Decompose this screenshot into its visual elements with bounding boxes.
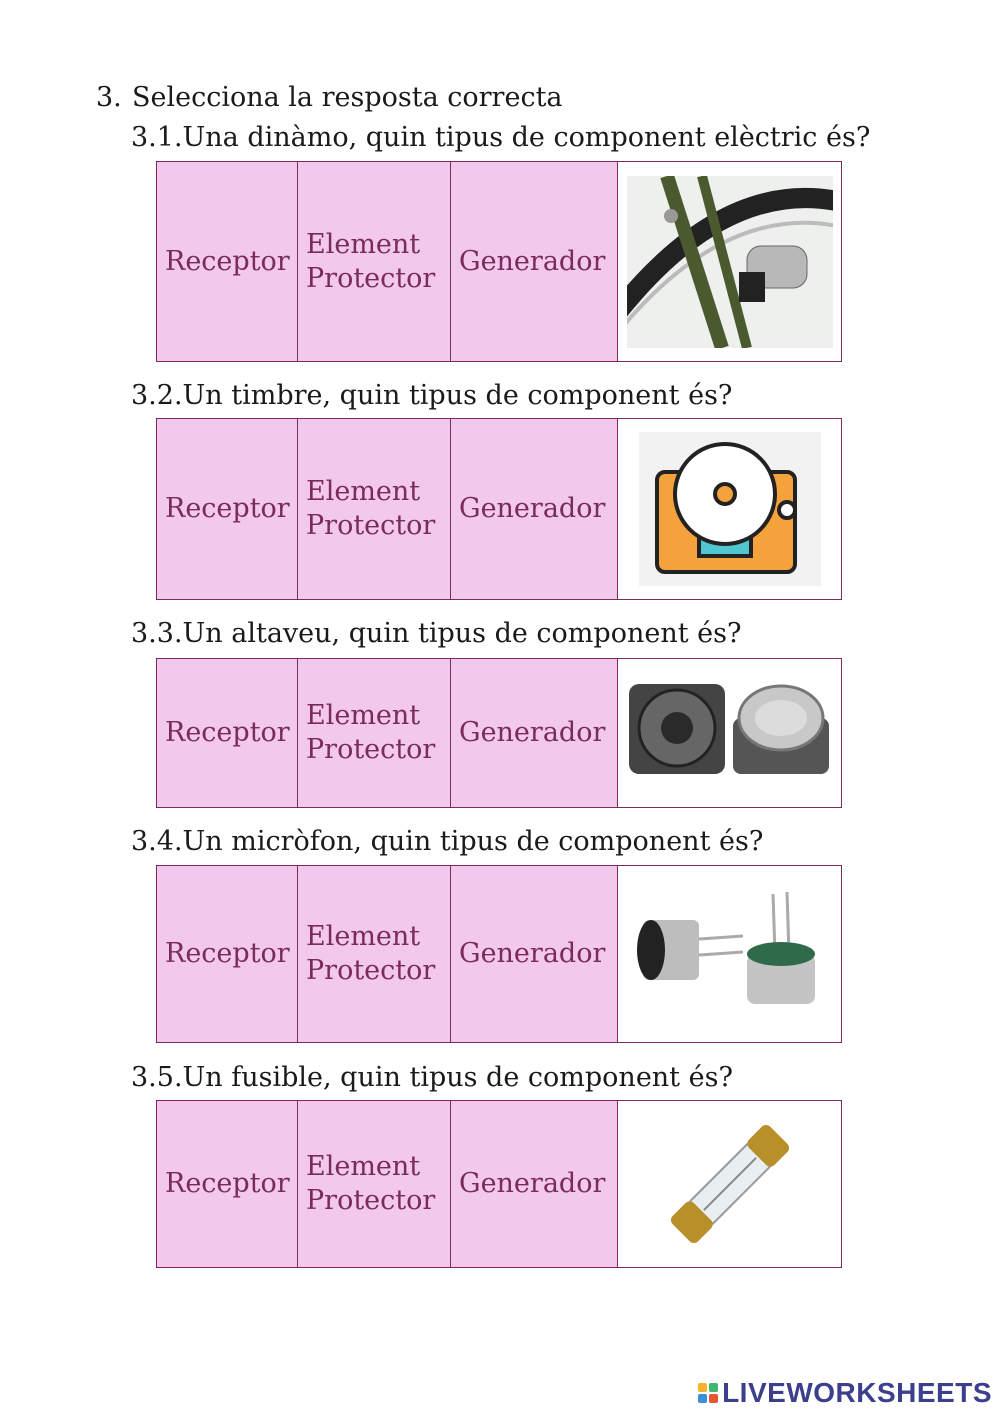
option-generador[interactable]: Generador (451, 1101, 618, 1267)
option-element-protector[interactable]: Element Protector (298, 1101, 451, 1267)
logo-text: LIVEWORKSHEETS (722, 1377, 992, 1408)
question-2-options (156, 418, 842, 600)
option-generador[interactable]: Generador (451, 162, 618, 361)
option-element-protector[interactable]: Element Protector (298, 162, 451, 361)
question-5-label: 3.5.Un fusible, quin tipus de component és? (131, 1062, 733, 1093)
bell-image (618, 419, 841, 599)
question-4-label: 3.4.Un micròfon, quin tipus de component és? (131, 826, 764, 857)
option-receptor[interactable]: Receptor (157, 1101, 298, 1267)
option-receptor[interactable]: Receptor (157, 162, 298, 361)
exercise-number: 3. (96, 82, 122, 113)
logo-mark-icon (698, 1383, 718, 1403)
question-4-options (156, 865, 842, 1043)
dynamo-image (618, 162, 841, 361)
question-1-label: 3.1.Una dinàmo, quin tipus de component elèctric és? (131, 122, 871, 153)
liveworksheets-logo (698, 1377, 992, 1409)
question-3-label: 3.3.Un altaveu, quin tipus de component és? (131, 618, 742, 649)
question-1-options (156, 161, 842, 362)
exercise-title: Selecciona la resposta correcta (132, 82, 563, 113)
exercise-heading (96, 82, 563, 113)
option-generador[interactable]: Generador (451, 659, 618, 807)
fuse-image (618, 1101, 841, 1267)
question-2-label: 3.2.Un timbre, quin tipus de component és? (131, 380, 733, 411)
option-generador[interactable]: Generador (451, 419, 618, 599)
option-receptor[interactable]: Receptor (157, 866, 298, 1042)
speakers-image (618, 659, 841, 807)
question-5-options (156, 1100, 842, 1268)
option-element-protector[interactable]: Element Protector (298, 419, 451, 599)
question-3-options (156, 658, 842, 808)
option-generador[interactable]: Generador (451, 866, 618, 1042)
option-element-protector[interactable]: Element Protector (298, 659, 451, 807)
option-receptor[interactable]: Receptor (157, 659, 298, 807)
option-element-protector[interactable]: Element Protector (298, 866, 451, 1042)
option-receptor[interactable]: Receptor (157, 419, 298, 599)
microphones-image (618, 866, 841, 1042)
